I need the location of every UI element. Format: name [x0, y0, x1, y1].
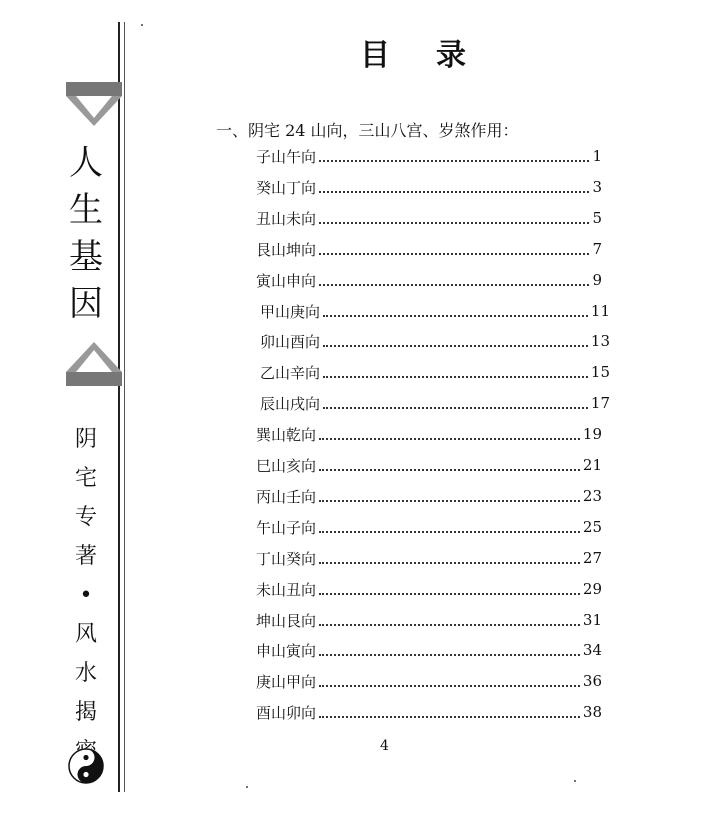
toc-entry-title: 艮山坤向 [256, 240, 317, 259]
toc-entry-title: 庚山甲向 [256, 672, 317, 691]
ornament-bottom-icon [66, 340, 122, 386]
toc-leader-dots [319, 181, 589, 193]
toc-leader-dots [319, 243, 589, 255]
spine-subtitle-char: 水 [74, 661, 97, 686]
toc-entry[interactable] [256, 638, 602, 662]
section-heading: 一、阴宅 24 山向，三山八宫、岁煞作用： [216, 121, 519, 140]
spine-subtitle-char: 揭 [74, 700, 97, 725]
toc-entry[interactable] [256, 144, 602, 168]
toc-leader-dots [319, 583, 580, 595]
toc-entry[interactable] [256, 453, 602, 477]
toc-entry-page: 25 [582, 518, 602, 536]
toc-entry-page: 17 [590, 394, 610, 412]
spine-subtitle-char: 风 [74, 622, 97, 647]
toc-entry-page: 7 [592, 240, 602, 258]
toc-entry-title: 午山子向 [256, 518, 317, 537]
toc-entry-page: 1 [592, 147, 602, 165]
toc-leader-dots [319, 274, 589, 286]
toc-entry-page: 34 [582, 641, 602, 659]
spine-rule-inner [124, 22, 125, 792]
toc-entry[interactable] [256, 669, 602, 693]
page-title-char: 录 [436, 38, 468, 73]
toc-entry-page: 23 [582, 487, 602, 505]
toc-leader-dots [319, 675, 580, 687]
toc-entry-page: 19 [582, 425, 602, 443]
spine-subtitle [66, 420, 106, 771]
toc-leader-dots [323, 305, 588, 317]
spine-subtitle-char: 阴 [74, 427, 97, 452]
toc-entry[interactable] [256, 577, 602, 601]
toc-entry-title: 丙山壬向 [256, 487, 317, 506]
scan-speck [574, 780, 576, 782]
toc-leader-dots [319, 614, 580, 626]
toc-leader-dots [323, 397, 588, 409]
toc-entry[interactable] [256, 700, 602, 724]
toc-entry-title: 酉山卯向 [256, 703, 317, 722]
toc-entry[interactable] [256, 237, 602, 261]
toc-entry-title: 坤山艮向 [256, 611, 317, 630]
toc-leader-dots [319, 428, 580, 440]
toc-entry-page: 11 [590, 302, 610, 320]
toc-entry-page: 15 [590, 363, 610, 381]
scan-speck [246, 786, 248, 788]
toc-entry[interactable] [260, 391, 610, 415]
toc-entry-page: 27 [582, 549, 602, 567]
ornament-top-icon [66, 82, 122, 128]
toc-entry-title: 丁山癸向 [256, 549, 317, 568]
taiji-icon [68, 748, 104, 784]
toc-entry[interactable] [256, 175, 602, 199]
spine-title-char: 基 [69, 237, 103, 277]
toc-entry-page: 29 [582, 580, 602, 598]
toc-entry-title: 巳山亥向 [256, 456, 317, 475]
toc-entry-page: 38 [582, 703, 602, 721]
toc-entry[interactable] [260, 360, 610, 384]
toc-entry-title: 巽山乾向 [256, 425, 317, 444]
toc-entry-title: 癸山丁向 [256, 178, 317, 197]
page-number: 4 [380, 738, 389, 754]
toc-entry[interactable] [256, 268, 602, 292]
spine-subtitle-char: 宅 [74, 466, 97, 491]
spine-title [66, 140, 106, 328]
toc-leader-dots [319, 459, 580, 471]
page-title-char: 目 [360, 38, 392, 73]
toc-leader-dots [319, 490, 580, 502]
toc-entry[interactable] [256, 515, 602, 539]
spine-subtitle-char: • [79, 583, 93, 608]
spine-subtitle-char: 著 [74, 544, 97, 569]
toc-entry[interactable] [256, 484, 602, 508]
toc-leader-dots [319, 644, 580, 656]
toc-entry-title: 未山丑向 [256, 580, 317, 599]
spine-title-char: 人 [69, 143, 103, 183]
toc-entry-page: 13 [590, 332, 610, 350]
spine-subtitle-char: 专 [74, 505, 97, 530]
toc-entry-title: 卯山酉向 [260, 332, 321, 351]
toc-entry-page: 31 [582, 611, 602, 629]
toc-leader-dots [319, 212, 589, 224]
toc-entry-title: 甲山庚向 [260, 302, 321, 321]
toc-entry-title: 申山寅向 [256, 641, 317, 660]
toc-entry[interactable] [260, 329, 610, 353]
toc-entry-page: 9 [592, 271, 602, 289]
toc-entry-page: 3 [592, 178, 602, 196]
toc-leader-dots [323, 366, 588, 378]
toc-entry-title: 子山午向 [256, 147, 317, 166]
toc-leader-dots [319, 706, 580, 718]
scan-speck [141, 24, 143, 26]
toc-entry-title: 乙山辛向 [260, 363, 321, 382]
spine-title-char: 因 [69, 284, 103, 324]
toc-entry[interactable] [260, 299, 610, 323]
toc-entry[interactable] [256, 206, 602, 230]
toc-leader-dots [319, 521, 580, 533]
toc-entry-page: 5 [592, 209, 602, 227]
toc-entry-title: 辰山戌向 [260, 394, 321, 413]
toc-entry[interactable] [256, 422, 602, 446]
toc-leader-dots [319, 150, 589, 162]
toc-entry-title: 寅山申向 [256, 271, 317, 290]
toc-entry-page: 21 [582, 456, 602, 474]
spine-title-char: 生 [69, 190, 103, 230]
toc-entry[interactable] [256, 608, 602, 632]
toc-entry-page: 36 [582, 672, 602, 690]
page-title [360, 30, 468, 74]
toc-entry-title: 丑山未向 [256, 209, 317, 228]
toc-leader-dots [319, 552, 580, 564]
toc-entry[interactable] [256, 546, 602, 570]
spine-rule [118, 22, 120, 792]
toc-leader-dots [323, 335, 588, 347]
